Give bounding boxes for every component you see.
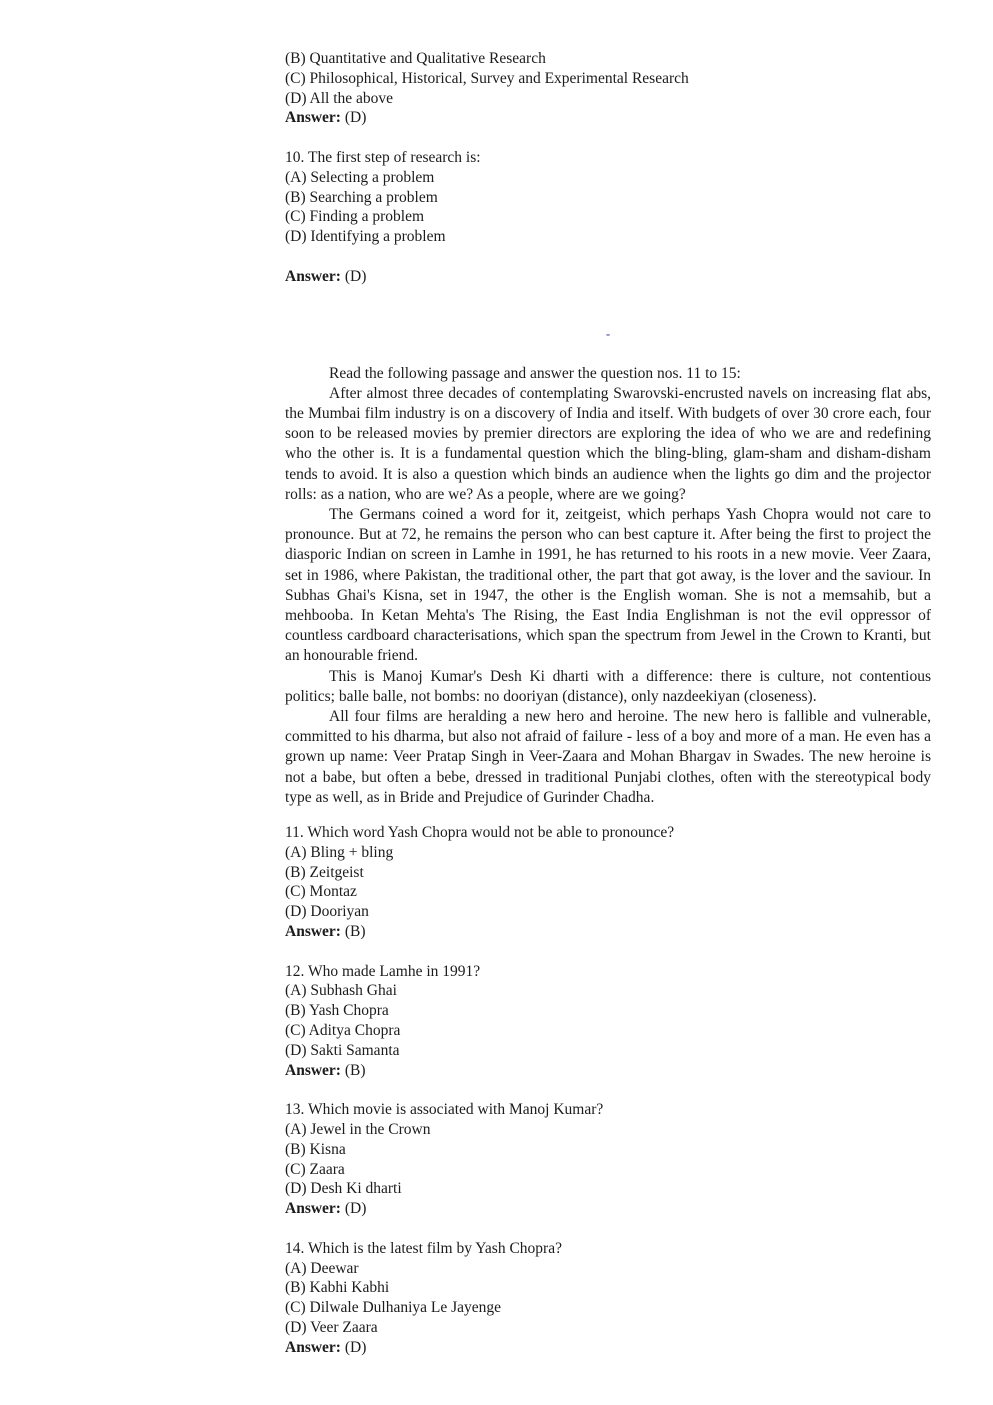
question13-block bbox=[285, 1100, 931, 1219]
option-line: (B) Quantitative and Qualitative Research bbox=[285, 50, 546, 67]
answer-value: (D) bbox=[340, 1338, 367, 1356]
passage-paragraph: After almost three decades of contemplating Swarovski-encrusted navels on increasing flat abs, the Mumbai film industry is on a discovery of India and itself. With budgets of over 30 crore each, four soon to be released movies by premier directors are exploring the idea of who we are and redefining who the other is. It is a fundamental question which the bling-bling, glam-sham and disham-disham tends to avoid. It is also a question which binds an audience when the lights go dim and the projector rolls: as a nation, who are we? As a people, where are we going? bbox=[285, 384, 931, 503]
answer-line bbox=[285, 1338, 931, 1358]
option-line: (C) Dilwale Dulhaniya Le Jayenge bbox=[285, 1299, 502, 1317]
answer-line bbox=[285, 108, 931, 128]
answer-label: Answer: bbox=[285, 109, 341, 127]
option-line: (C) Philosophical, Historical, Survey and Experimental Research bbox=[285, 69, 689, 87]
answer-line bbox=[285, 267, 931, 287]
answer-value: (D) bbox=[340, 267, 367, 285]
option-line: (B) Searching a problem bbox=[285, 188, 438, 206]
question-prompt: 10. The first step of research is: bbox=[285, 148, 481, 166]
question9-options bbox=[285, 49, 931, 128]
option-line: (B) Zeitgeist bbox=[285, 863, 364, 881]
answer-value: (B) bbox=[340, 1061, 366, 1079]
option-line: (B) Kisna bbox=[285, 1140, 346, 1158]
option-line: (B) Yash Chopra bbox=[285, 1002, 389, 1020]
answer-value: (D) bbox=[340, 109, 367, 127]
question10-block bbox=[285, 148, 931, 287]
question14-block bbox=[285, 1239, 931, 1358]
option-line: (D) Dooriyan bbox=[285, 903, 369, 921]
option-line: (C) Finding a problem bbox=[285, 208, 425, 226]
answer-line bbox=[285, 1199, 931, 1219]
option-line: (B) Kabhi Kabhi bbox=[285, 1279, 390, 1297]
option-line: (C) Zaara bbox=[285, 1160, 345, 1178]
question11-block bbox=[285, 823, 931, 942]
option-line: (D) All the above bbox=[285, 89, 394, 107]
passage-paragraph: The Germans coined a word for it, zeitgeist, which perhaps Yash Chopra would not care to pronounce. But at 72, he remains the person who can best capture it. After being the first to project the diasporic Indian on screen in Lamhe in 1991, he has returned to his roots in a new movie. Veer Zaara, set in 1986, where Pakistan, the traditional other, the part that got away, is the lover and the saviour. In Subhas Ghai's Kisna, set in 1947, the other is the English woman. She is not a memsahib, but a mehbooba. In Ketan Mehta's The Rising, the East India Englishman is not the evil oppressor of countless cardboard characterisations, which span the spectrum from Jewel in the Crown to Kranti, but an honourable friend. bbox=[285, 505, 931, 665]
answer-line bbox=[285, 922, 931, 942]
option-line: (A) Selecting a problem bbox=[285, 168, 435, 186]
answer-label: Answer: bbox=[285, 1338, 341, 1356]
passage-section bbox=[285, 364, 931, 808]
option-line: (A) Subhash Ghai bbox=[285, 982, 397, 1000]
option-line: (A) Bling + bling bbox=[285, 843, 394, 861]
option-line: (C) Aditya Chopra bbox=[285, 1022, 401, 1039]
option-line: (D) Veer Zaara bbox=[285, 1318, 378, 1336]
option-line: (A) Jewel in the Crown bbox=[285, 1120, 431, 1138]
passage-intro: Read the following passage and answer the question nos. 11 to 15: bbox=[329, 364, 741, 382]
question-prompt: 14. Which is the latest film by Yash Chopra? bbox=[285, 1239, 562, 1257]
answer-line bbox=[285, 1061, 931, 1081]
option-line: (C) Montaz bbox=[285, 883, 357, 901]
passage-paragraph: All four films are heralding a new hero and heroine. The new hero is fallible and vulnerable, committed to his dharma, but also not afraid of failure - less of a boy and more of a man. He even has a grown up name: Veer Pratap Singh in Veer-Zaara and Mohan Bhargav in Swades. The new heroine is not a babe, but often a bebe, dressed in traditional Punjabi clothes, often with the stereotypical body type as well, as in Bride and Prejudice of Gurinder Chadha. bbox=[285, 708, 931, 806]
question-prompt: 11. Which word Yash Chopra would not be able to pronounce? bbox=[285, 824, 675, 842]
passage-paragraph: This is Manoj Kumar's Desh Ki dharti with a difference: there is culture, not contentious politics; balle balle, not bombs: no dooriyan (distance), only nazdeekiyan (closeness). bbox=[285, 667, 931, 705]
answer-label: Answer: bbox=[285, 267, 341, 285]
separator-dash: - bbox=[605, 325, 611, 341]
question-prompt: 13. Which movie is associated with Manoj Kumar? bbox=[285, 1101, 604, 1119]
question-prompt: 12. Who made Lamhe in 1991? bbox=[285, 962, 481, 980]
question12-block bbox=[285, 962, 931, 1081]
option-line: (D) Desh Ki dharti bbox=[285, 1180, 402, 1198]
option-line: (A) Deewar bbox=[285, 1259, 359, 1277]
answer-label: Answer: bbox=[285, 1200, 341, 1218]
option-line: (D) Sakti Samanta bbox=[285, 1041, 400, 1059]
answer-label: Answer: bbox=[285, 1061, 341, 1079]
option-line: (D) Identifying a problem bbox=[285, 228, 446, 246]
answer-label: Answer: bbox=[285, 923, 341, 941]
answer-value: (D) bbox=[340, 1200, 367, 1218]
answer-value: (B) bbox=[340, 923, 366, 941]
